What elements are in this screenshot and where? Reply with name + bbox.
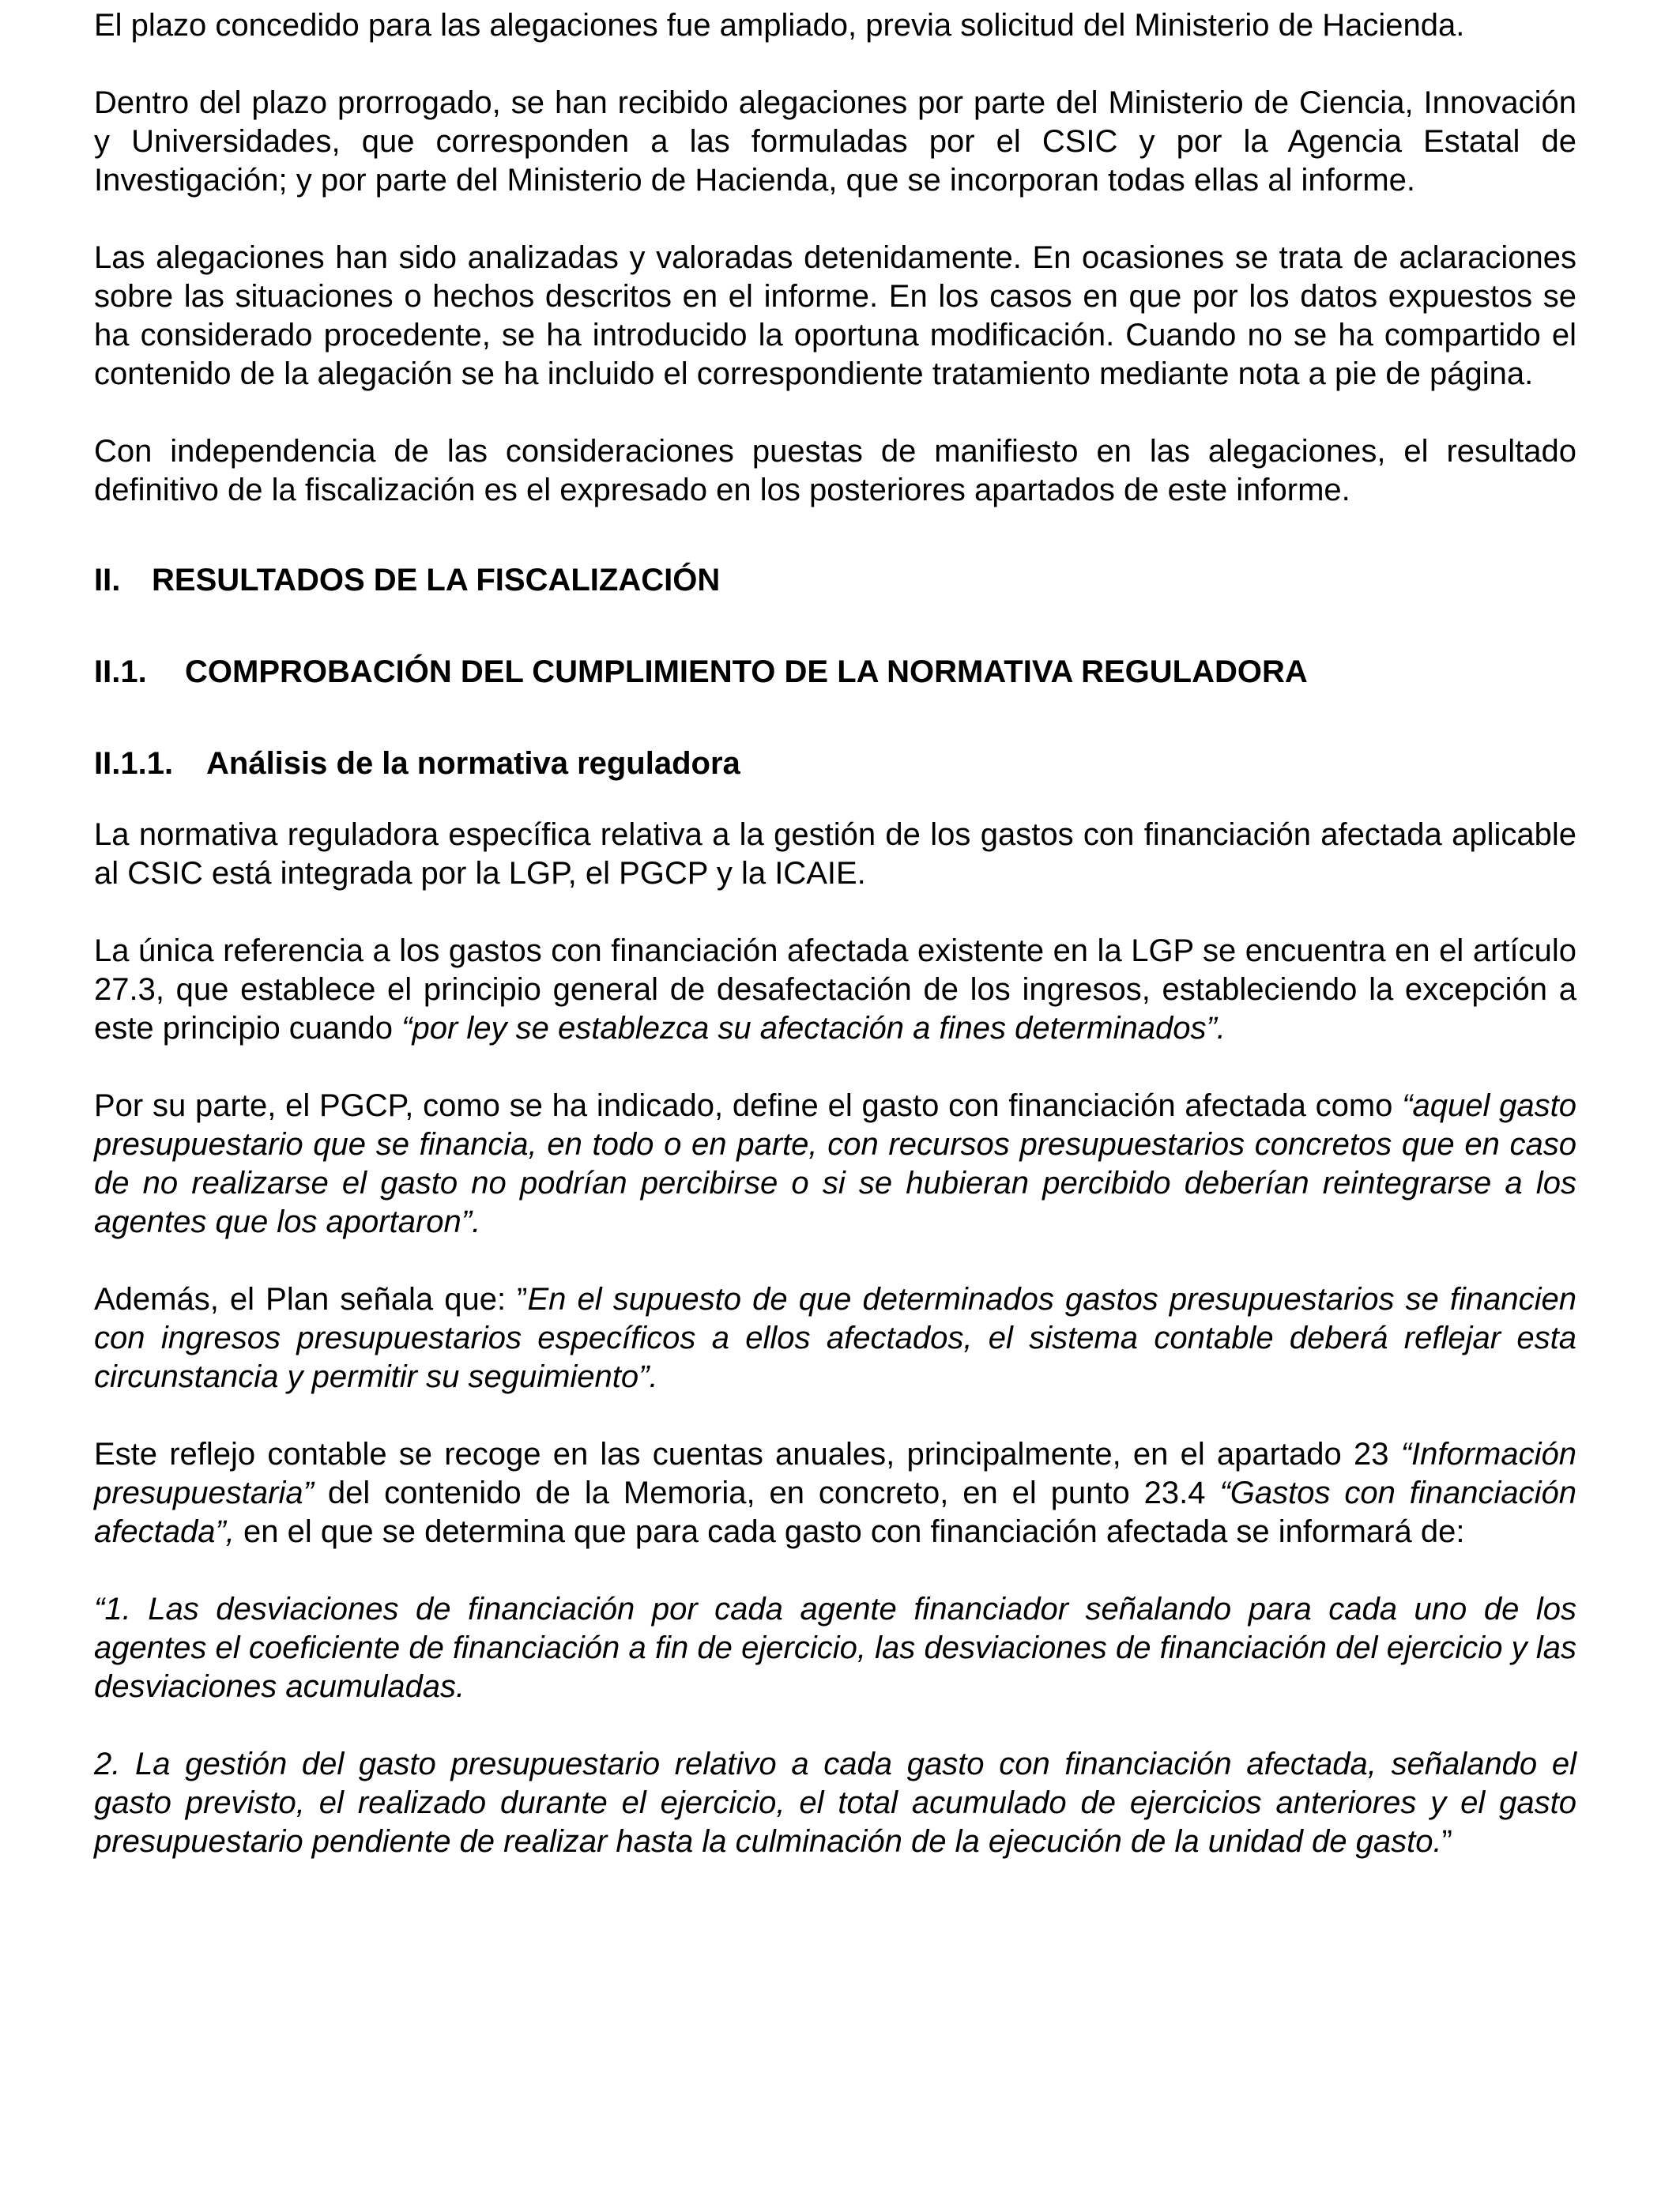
section-number: II. (94, 563, 121, 598)
paragraph-definicion-pgcp (94, 1087, 1576, 1242)
quoted-item-gestion-gasto (94, 1745, 1576, 1861)
paragraph-quote: “Gastos con financiación afectada”, (94, 1476, 1577, 1549)
paragraph-resultado-definitivo: Con independencia de las consideraciones puestas de manifiesto en las alegaciones, el resultado definitivo de la fiscalización es el expresado en los posteriores apartados de este informe. (94, 434, 1576, 507)
paragraph-alegaciones-analizadas: Las alegaciones han sido analizadas y valoradas detenidamente. En ocasiones se trata de aclaraciones sobre las situaciones o hechos descritos en el informe. En los casos en que por los datos expuestos se ha considerado procedente, se ha introducido la oportuna modificación. Cuando no se ha compartido el contenido de la alegación se ha incluido el correspondiente tratamiento mediante nota a pie de página. (94, 240, 1576, 391)
closing-quote-mark: ” (1441, 1824, 1452, 1859)
paragraph-plan-senala (94, 1280, 1576, 1397)
paragraph-text: Este reflejo contable se recoge en las cuentas anuales, principalmente, en el apartado 23 (94, 1437, 1401, 1472)
paragraph-text: Además, el Plan señala que: ” (94, 1282, 528, 1317)
paragraph-normativa-especifica: La normativa reguladora específica relativa a la gestión de los gastos con financiación afectada aplicable al CSIC está integrada por la LGP, el PGCP y la ICAIE. (94, 817, 1576, 891)
subsection-number: II.1. (94, 654, 147, 689)
section-title: RESULTADOS DE LA FISCALIZACIÓN (152, 563, 721, 598)
paragraph-quote: En el supuesto de que determinados gastos presupuestarios se financien con ingresos presupuestarios específicos a ellos afectados, el sistema contable deberá reflejar esta circunstancia y permitir su seguimiento”. (94, 1282, 1577, 1394)
section-heading-resultados (94, 561, 1576, 600)
paragraph-quote: “aquel gasto presupuestario que se financia, en todo o en parte, con recursos presupuestarios concretos que en caso de no realizarse el gasto no podrían percibirse o si se hubieran percibido deberían reintegrarse a los agentes que los aportaron”. (94, 1088, 1576, 1239)
quoted-item-text: 2. La gestión del gasto presupuestario relativo a cada gasto con financiación afectada, señalando el gasto previsto, el realizado durante el ejercicio, el total acumulado de ejercicios anteriores y el gasto presupuestario pendiente de realizar hasta la culminación de la ejecución de la unidad de gasto. (94, 1747, 1576, 1859)
paragraph-text: en el que se determina que para cada gasto con financiación afectada se informará de: (234, 1514, 1465, 1549)
subsubsection-number: II.1.1. (94, 746, 174, 781)
paragraph-quote: “Información presupuestaria” (94, 1437, 1576, 1510)
paragraph-reflejo-contable (94, 1435, 1576, 1551)
subsubsection-heading-analisis (94, 745, 1576, 783)
paragraph-text: Por su parte, el PGCP, como se ha indicado, define el gasto con financiación afectada como (94, 1088, 1403, 1123)
paragraph-alegaciones-recibidas: Dentro del plazo prorrogado, se han recibido alegaciones por parte del Ministerio de Ciencia, Innovación y Universidades, que corresponden a las formuladas por el CSIC y por la Agencia Estatal de Investigación; y por parte del Ministerio de Hacienda, que se incorporan todas ellas al informe. (94, 85, 1576, 198)
subsubsection-title: Análisis de la normativa reguladora (206, 746, 740, 781)
paragraph-quote: “por ley se establezca su afectación a fines determinados”. (401, 1011, 1226, 1046)
paragraph-text: La única referencia a los gastos con financiación afectada existente en la LGP se encuentra en el artículo 27.3, que establece el principio general de desafectación de los ingresos, estableciendo la excepción a este principio cuando (94, 933, 1576, 1046)
document-page (94, 6, 1576, 1861)
paragraph-plazo-ampliado: El plazo concedido para las alegaciones fue ampliado, previa solicitud del Ministerio de Hacienda. (94, 8, 1465, 43)
paragraph-text: del contenido de la Memoria, en concreto, en el punto 23.4 (313, 1476, 1220, 1510)
paragraph-referencia-lgp (94, 932, 1576, 1048)
subsection-title: COMPROBACIÓN DEL CUMPLIMIENTO DE LA NORMATIVA REGULADORA (185, 654, 1308, 689)
quoted-item-text: “1. Las desviaciones de financiación por cada agente financiador señalando para cada uno de los agentes el coeficiente de financiación a fin de ejercicio, las desviaciones de financiación del ejercicio y las desviaciones acumuladas. (94, 1592, 1576, 1704)
subsection-heading-comprobacion (94, 653, 1576, 692)
quoted-item-desviaciones (94, 1590, 1576, 1706)
